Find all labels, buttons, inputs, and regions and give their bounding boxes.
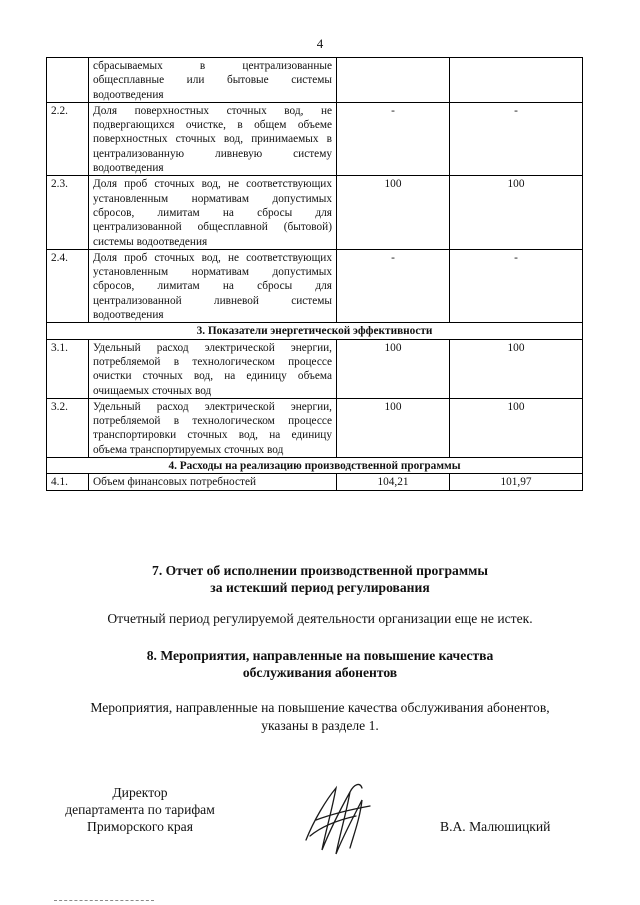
- section8-text: [50, 699, 590, 735]
- row-description: Удельный расход электрической энергии, потребляемой в технологическом процессе транспортировки сточных вод, на единицу объема транспортируемых сточных вод: [89, 398, 337, 457]
- row-description: Доля проб сточных вод, не соответствующих установленным нормативам допустимых сбросов, лимитам на сбросы для централизованной общесплавной (бытовой) системы водоотведения: [89, 176, 337, 249]
- row-number: 3.2.: [47, 398, 89, 457]
- row-number: 2.3.: [47, 176, 89, 249]
- table-row: [47, 249, 583, 322]
- row-description: Удельный расход электрической энергии, потребляемой в технологическом процессе очистки сточных вод, на единицу объема очищаемых сточных вод: [89, 339, 337, 398]
- row-value-1: 100: [337, 398, 450, 457]
- indicators-table: [46, 57, 583, 491]
- signatory-title-line2: департамента по тарифам: [65, 802, 215, 817]
- footer-divider: [54, 900, 154, 901]
- section7-heading: [0, 562, 640, 596]
- row-value-2: -: [450, 102, 583, 175]
- table-section-row: [47, 458, 583, 474]
- row-value-1: [337, 58, 450, 103]
- section8-text-line1: Мероприятия, направленные на повышение качества обслуживания абонентов,: [90, 700, 550, 715]
- row-description: Доля проб сточных вод, не соответствующих установленным нормативам допустимых сбросов, лимитам на сбросы для централизованной ливневой системы водоотведения: [89, 249, 337, 322]
- page-number: 4: [316, 36, 324, 51]
- row-value-1: 100: [337, 339, 450, 398]
- row-value-1: 104,21: [337, 474, 450, 490]
- table-row: [47, 474, 583, 490]
- row-description: Доля поверхностных сточных вод, не подвергающихся очистке, в общем объеме поверхностных сточных вод, принимаемых в централизованную ливневую систему водоотведения: [89, 102, 337, 175]
- handwritten-signature: [296, 780, 386, 860]
- signatory-name: В.А. Малюшицкий: [440, 819, 551, 834]
- section7-heading-line1: 7. Отчет об исполнении производственной программы: [152, 563, 488, 578]
- row-number: 4.1.: [47, 474, 89, 490]
- row-value-2: [450, 58, 583, 103]
- table-row: [47, 102, 583, 175]
- signatory-title-line1: Директор: [112, 785, 168, 800]
- section7-text: Отчетный период регулируемой деятельности организации еще не истек.: [107, 611, 533, 626]
- section8-heading: [0, 647, 640, 681]
- row-value-2: 100: [450, 398, 583, 457]
- row-number: 3.1.: [47, 339, 89, 398]
- row-value-1: -: [337, 102, 450, 175]
- section-title: 4. Расходы на реализацию производственной программы: [47, 458, 583, 474]
- section8-text-line2: указаны в разделе 1.: [261, 718, 379, 733]
- row-value-1: 100: [337, 176, 450, 249]
- section-title: 3. Показатели энергетической эффективности: [47, 323, 583, 339]
- row-value-2: 100: [450, 176, 583, 249]
- row-number: 2.2.: [47, 102, 89, 175]
- row-number: 2.4.: [47, 249, 89, 322]
- section7-heading-line2: за истекший период регулирования: [210, 580, 430, 595]
- table-row: [47, 339, 583, 398]
- table-row: [47, 398, 583, 457]
- section8-heading-line2: обслуживания абонентов: [242, 665, 398, 680]
- row-value-1: -: [337, 249, 450, 322]
- signatory-title-line3: Приморского края: [87, 819, 193, 834]
- row-description: сбрасываемых в централизованные общесплавные или бытовые системы водоотведения: [89, 58, 337, 103]
- row-description: Объем финансовых потребностей: [89, 474, 337, 490]
- table-row: [47, 58, 583, 103]
- table-section-row: [47, 323, 583, 339]
- row-value-2: -: [450, 249, 583, 322]
- section8-heading-line1: 8. Мероприятия, направленные на повышение качества: [146, 648, 494, 663]
- table-body: [47, 58, 583, 491]
- row-value-2: 101,97: [450, 474, 583, 490]
- table-row: [47, 176, 583, 249]
- row-number: [47, 58, 89, 103]
- row-value-2: 100: [450, 339, 583, 398]
- signatory-title: [40, 784, 240, 835]
